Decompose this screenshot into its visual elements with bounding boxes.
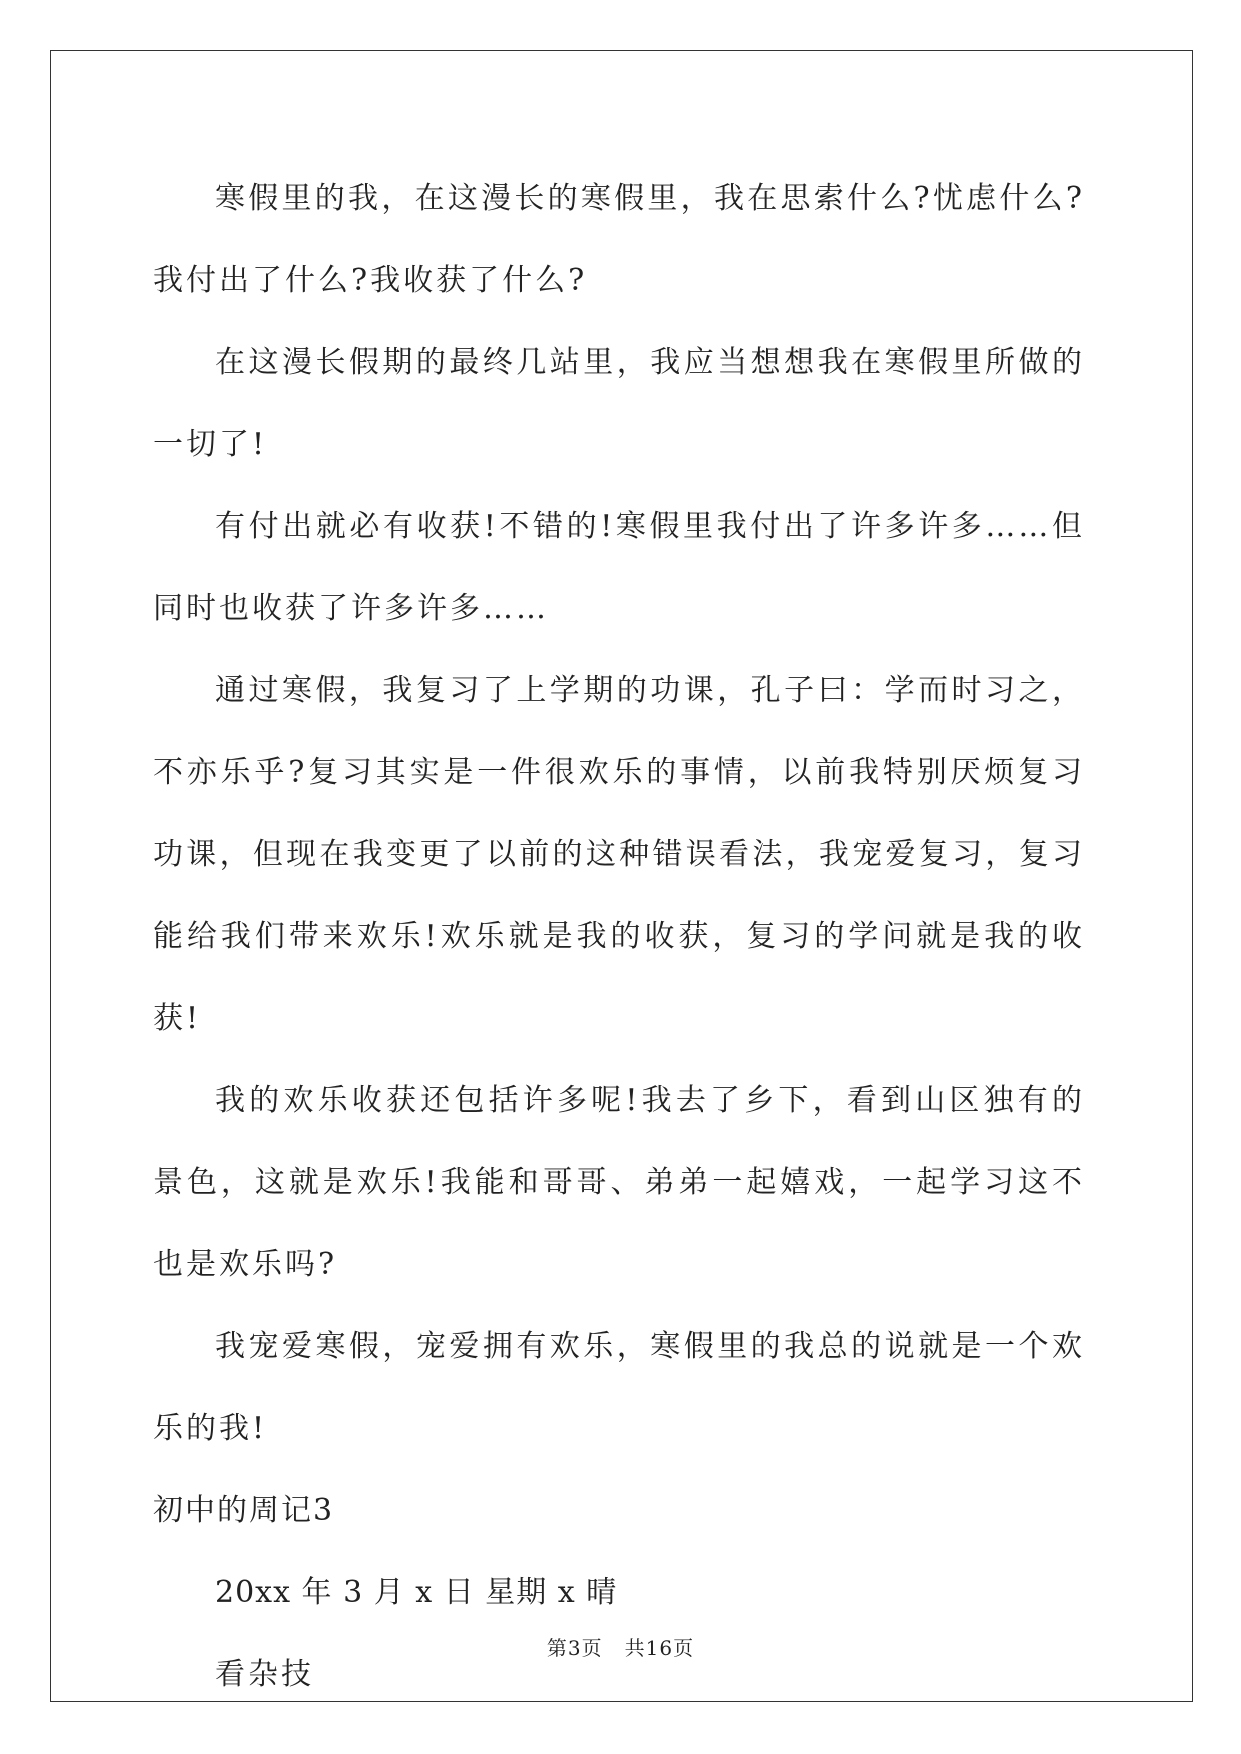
page-footer bbox=[0, 1632, 1241, 1661]
paragraph: 在这漫长假期的最终几站里，我应当想想我在寒假里所做的一切了! bbox=[153, 345, 1085, 462]
section-heading: 初中的周记3 bbox=[153, 1493, 335, 1528]
paragraph: 寒假里的我，在这漫长的寒假里，我在思索什么?忧虑什么?我付出了什么?我收获了什么? bbox=[153, 181, 1085, 298]
entry-title: 看杂技 bbox=[215, 1657, 314, 1692]
page-total: 共16页 bbox=[624, 1636, 695, 1660]
page-number: 第3页 bbox=[546, 1636, 603, 1660]
document-body bbox=[153, 158, 1085, 1716]
paragraph: 有付出就必有收获!不错的!寒假里我付出了许多许多……但同时也收获了许多许多…… bbox=[153, 509, 1085, 626]
paragraph: 通过寒假，我复习了上学期的功课，孔子曰：学而时习之，不亦乐乎?复习其实是一件很欢乐的事情，以前我特别厌烦复习功课，但现在我变更了以前的这种错误看法，我宠爱复习，复习能给我们带来欢乐!欢乐就是我的收获，复习的学问就是我的收获! bbox=[153, 673, 1085, 1036]
paragraph: 我的欢乐收获还包括许多呢!我去了乡下，看到山区独有的景色，这就是欢乐!我能和哥哥、弟弟一起嬉戏，一起学习这不也是欢乐吗? bbox=[153, 1083, 1085, 1282]
paragraph: 我宠爱寒假，宠爱拥有欢乐，寒假里的我总的说就是一个欢乐的我! bbox=[153, 1329, 1085, 1446]
entry-dateline: 20xx 年 3 月 x 日 星期 x 晴 bbox=[215, 1575, 618, 1610]
